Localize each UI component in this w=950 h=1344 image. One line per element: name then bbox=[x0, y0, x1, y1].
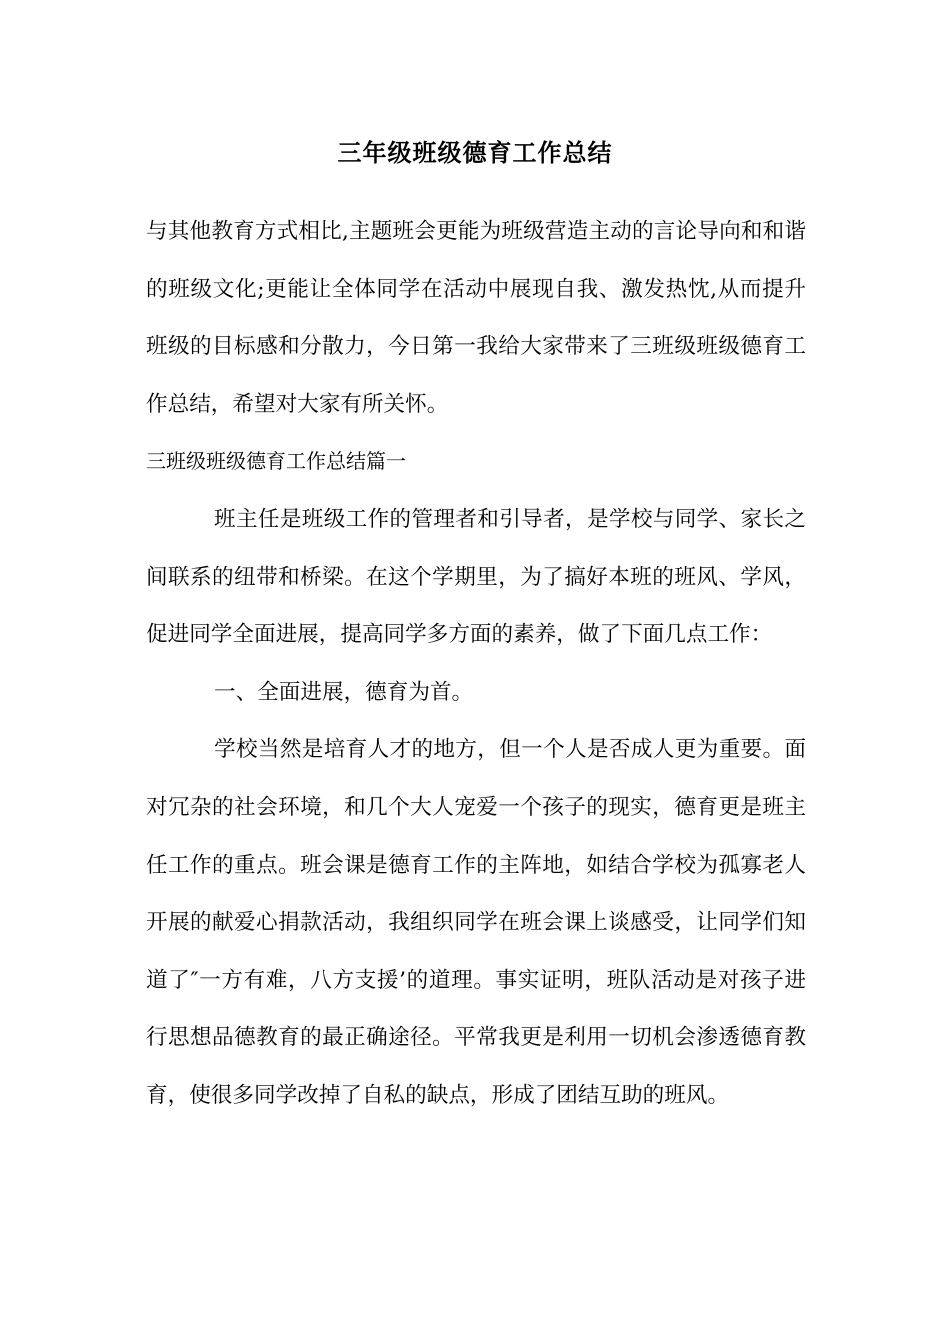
subsection-heading: 一、全面进展，德育为首。 bbox=[214, 679, 474, 705]
document-body bbox=[146, 203, 806, 1125]
intro-paragraph: 与其他教育方式相比,主题班会更能为班级营造主动的言论导向和和谐的班级文化;更能让全体同学在活动中展现自我、激发热忱,从而提升班级的目标感和分散力，今日第一我给大家带来了三班级班级德育工作总结，希望对大家有所关怀。 bbox=[146, 219, 806, 417]
section-heading: 三班级班级德育工作总结篇一 bbox=[146, 449, 406, 474]
body-paragraph: 学校当然是培育人才的地方，但一个人是否成人更为重要。面对冗杂的社会环境，和几个大人宠爱一个孩子的现实，德育更是班主任工作的重点。班会课是德育工作的主阵地，如结合学校为孤寡老人开展的献爱心捐款活动，我组织同学在班会课上谈感受，让同学们知道了″一方有难，八方支援’的道理。事实证明，班队活动是对孩子进行思想品德教育的最正确途径。平常我更是利用一切机会渗透德育教育，使很多同学改掉了自私的缺点，形成了团结互助的班风。 bbox=[146, 737, 806, 1108]
body-paragraph: 班主任是班级工作的管理者和引导者，是学校与同学、家长之间联系的纽带和桥梁。在这个学期里，为了搞好本班的班风、学风，促进同学全面进展，提高同学多方面的素养，做了下面几点工作： bbox=[146, 506, 806, 648]
document-title: 三年级班级德育工作总结 bbox=[337, 139, 613, 167]
